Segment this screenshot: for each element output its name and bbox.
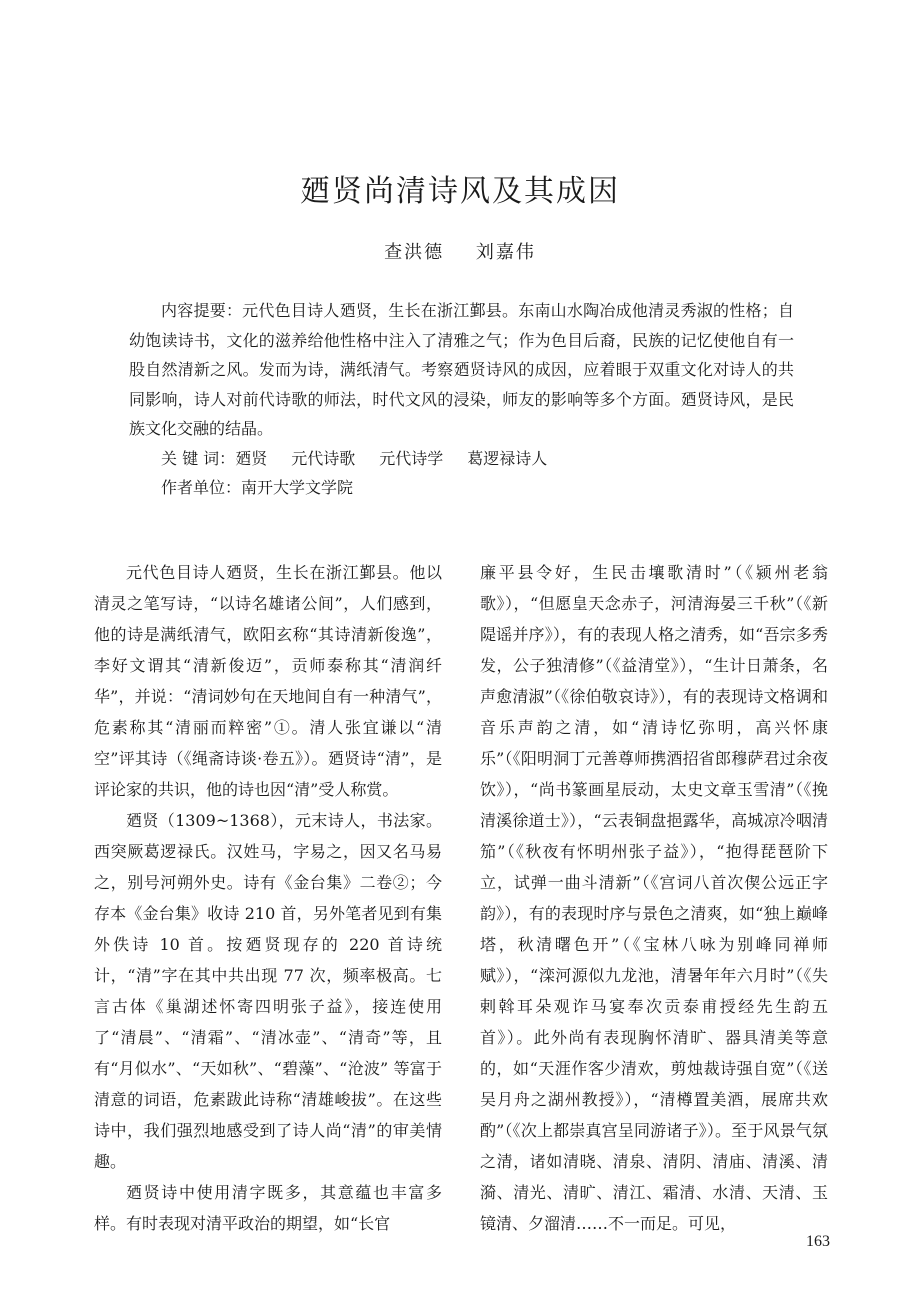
affiliation-label: 作者单位：: [161, 478, 242, 497]
abstract-block: [129, 296, 794, 503]
body-paragraph: 廼贤诗中使用清字既多，其意蕴也丰富多样。有时表现对清平政治的期望，如“长官: [94, 1183, 442, 1233]
keywords-label: 关 键 词：: [161, 448, 236, 468]
body-paragraph: 廼贤（1309~1368），元末诗人，书法家。西突厥葛逻禄氏。汉姓马，字易之，因又名马易之，别号河朔外史。诗有《金台集》二卷②；今存本《金台集》收诗 210 首，另外笔者见到有集外佚诗 10 首。按廼贤现存的 220 首诗统计，“清”字在其中共出现 77 次，频率极高。七言古体《巢湖述怀寄四明张子益》，接连使用了“清晨”、“清霜”、“清冰壶”、“清奇”等，且有“月似水”、“天如秋”、“碧藻”、“沧波” 等富于清意的词语，危素跋此诗称“清雄峻拔”。在这些诗中，我们强烈地感受到了诗人尚“清”的审美情趣。: [94, 811, 442, 1171]
page-number: 163: [806, 1233, 830, 1250]
affiliation-line: [129, 473, 794, 503]
keyword: 廼贤: [235, 448, 268, 468]
body-right-column: [480, 557, 828, 1239]
keyword: 葛逻禄诗人: [467, 448, 548, 468]
body-left-column: [94, 557, 442, 1239]
keyword: 元代诗学: [379, 448, 444, 468]
affiliation-value: 南开大学文学院: [241, 478, 354, 497]
keyword: 元代诗歌: [291, 448, 356, 468]
author-name: 查洪德: [384, 242, 445, 263]
author-list: [0, 238, 920, 268]
author-name: 刘嘉伟: [475, 242, 536, 263]
body-paragraph: 元代色目诗人廼贤，生长在浙江鄞县。他以清灵之笔写诗，“以诗名雄诸公间”，人们感到，他的诗是满纸清气，欧阳玄称“其诗清新俊逸”，李好文谓其“清新俊迈”，贡师泰称其“清润纤华”，并说：“清词妙句在天地间自有一种清气”，危素称其“清丽而粹密”①。清人张宜谦以“清空”评其诗（《绳斋诗谈·卷五》）。廼贤诗“清”，是评论家的共识，他的诗也因“清”受人称赏。: [94, 563, 442, 799]
abstract-text: 内容提要：元代色目诗人廼贤，生长在浙江鄞县。东南山水陶冶成他清灵秀淑的性格；自幼饱读诗书，文化的滋养给他性格中注入了清雅之气；作为色目后裔，民族的记忆使他自有一股自然清新之风。发而为诗，满纸清气。考察廼贤诗风的成因，应着眼于双重文化对诗人的共同影响，诗人对前代诗歌的师法，时代文风的浸染，师友的影响等多个方面。廼贤诗风，是民族文化交融的结晶。: [129, 301, 794, 438]
keywords-line: [129, 444, 794, 474]
body-paragraph: 廉平县令好，生民击壤歌清时”（《颍州老翁歌》），“但愿皇天念赤子，河清海晏三千秋”（《新隄谣并序》），有的表现人格之清秀，如“吾宗多秀发，公子独清修”（《益清堂》），“生计日萧条，名声愈清淑”（《徐伯敬哀诗》），有的表现诗文格调和音乐声韵之清，如“清诗忆弥明，高兴怀康乐”（《阳明洞丁元善尊师携酒招省郎穆萨君过余夜饮》），“尚书篆画星辰动，太史文章玉雪清”（《挽清溪徐道士》），“云表铜盘挹露华，高城凉冷咽清笳”（《秋夜有怀明州张子益》），“抱得琵琶阶下立，试弹一曲斗清新”（《宫词八首次偰公远正字韵》），有的表现时序与景色之清爽，如“独上巅峰塔，秋清曙色开”（《宝林八咏为别峰同禅师赋》），“滦河源似九龙池，清暑年年六月时”（《失剌斡耳朵观诈马宴奉次贡泰甫授经先生韵五首》）。此外尚有表现胸怀清旷、器具清美等意的，如“天涯作客少清欢，剪烛裁诗强自宽”（《送吴月舟之湖州教授》），“清樽置美酒，展席共欢酌”（《次上都崇真宫呈同游诸子》）。至于风景气氛之清，诸如清晓、清泉、清阴、清庙、清溪、清漪、清光、清旷、清江、霜清、水清、天清、玉镜清、夕溜清……不一而足。可见，: [480, 563, 828, 1233]
article-title: 廼贤尚清诗风及其成因: [300, 174, 620, 209]
